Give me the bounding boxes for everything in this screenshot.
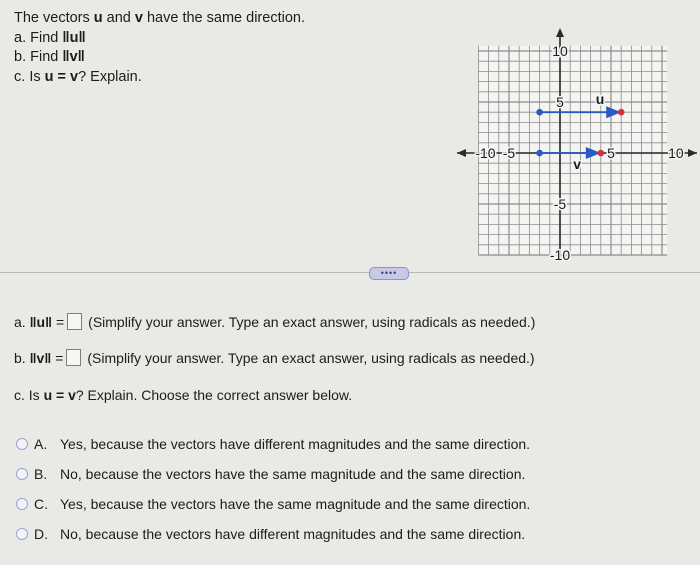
radio-b[interactable] bbox=[16, 468, 28, 480]
vector-v-tail-point bbox=[536, 150, 543, 157]
choice-d[interactable]: D. No, because the vectors have different magnitudes and the same direction. bbox=[16, 519, 530, 549]
answer-a-input[interactable] bbox=[67, 313, 82, 330]
choice-b[interactable]: B. No, because the vectors have the same magnitude and the same direction. bbox=[16, 459, 530, 489]
answer-c-prompt: c. Is u = v ? Explain. Choose the correct answer below. bbox=[14, 387, 353, 403]
radio-c[interactable] bbox=[16, 498, 28, 510]
vector-u-head-point bbox=[618, 109, 625, 116]
vector-u-tail-point bbox=[536, 109, 543, 116]
section-divider bbox=[0, 272, 700, 273]
answer-a-row: a. ‖u‖ = (Simplify your answer. Type an exact answer, using radicals as needed.) bbox=[14, 313, 536, 330]
answer-b-row: b. ‖v‖ = (Simplify your answer. Type an exact answer, using radicals as needed.) bbox=[14, 349, 535, 366]
question-part-a: a. Find ‖u‖ bbox=[14, 29, 86, 46]
vector-v-head-point bbox=[598, 150, 605, 157]
tick-label-y-10: 10 bbox=[552, 43, 568, 59]
vector-graph bbox=[0, 0, 700, 275]
radio-d[interactable] bbox=[16, 528, 28, 540]
choice-a[interactable]: A. Yes, because the vectors have different magnitudes and the same direction. bbox=[16, 429, 530, 459]
tick-label-x-5: 5 bbox=[607, 145, 615, 161]
answer-choices bbox=[16, 429, 530, 549]
radio-a[interactable] bbox=[16, 438, 28, 450]
tick-label-y-neg-10: -10 bbox=[549, 247, 571, 263]
expand-more-button[interactable]: •••• bbox=[369, 267, 409, 280]
answer-b-input[interactable] bbox=[66, 349, 81, 366]
vector-u-label: u bbox=[595, 91, 605, 108]
tick-label-x-neg-5: -5 bbox=[502, 145, 516, 161]
tick-label-x-10: 10 bbox=[668, 145, 684, 161]
question-part-b: b. Find ‖v‖ bbox=[14, 49, 85, 65]
choice-c[interactable]: C. Yes, because the vectors have the same magnitude and the same direction. bbox=[16, 489, 530, 519]
vector-v-label: v bbox=[573, 156, 582, 172]
tick-label-y-neg-5: -5 bbox=[553, 196, 567, 212]
x-axis-arrow-right bbox=[688, 149, 697, 157]
tick-label-y-5: 5 bbox=[556, 94, 564, 110]
question-intro: The vectors u and v have the same direction. bbox=[14, 10, 305, 26]
x-axis-arrow-left bbox=[457, 149, 466, 157]
question-part-c: c. Is u = v? Explain. bbox=[14, 68, 142, 85]
tick-label-x-neg-10: -10 bbox=[475, 145, 496, 161]
y-axis-arrow-up bbox=[556, 28, 564, 37]
